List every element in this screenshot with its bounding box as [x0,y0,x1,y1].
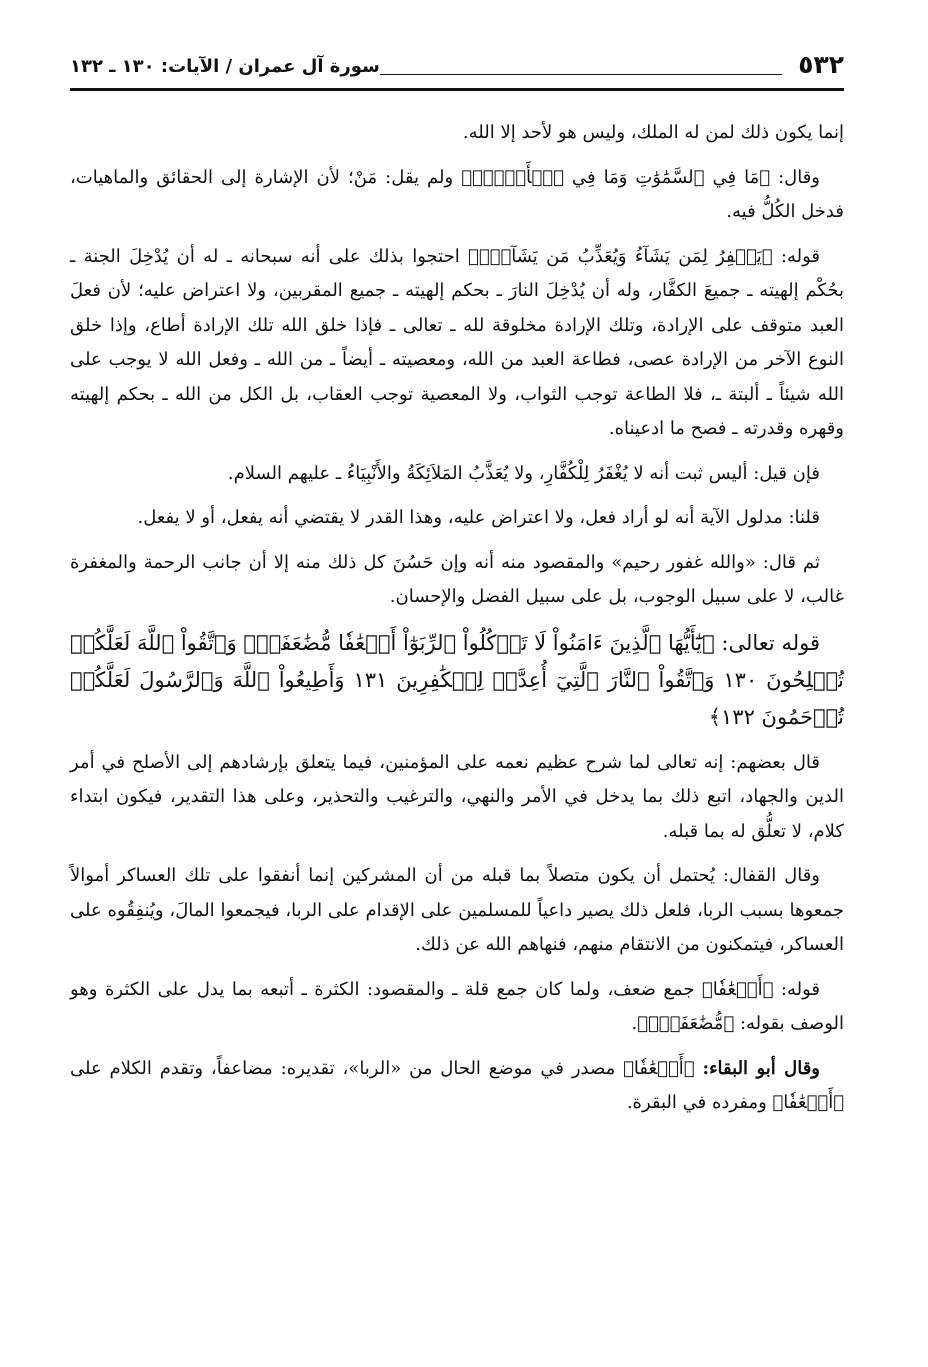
paragraph-3: قوله: ﴿يَغۡفِرُ لِمَن يَشَآءُ وَيُعَذِّبُ مَن يَشَآءُۚ﴾ احتجوا بذلك على أنه سبحانه ـ له أن يُدْخِلَ الجنة ـ بحُكْم إلهيته ـ جميعَ الكفَّار، وله أن يُدْخِلَ النارَ ـ بحكم إلهيته ـ جميع المقربين، ولا اعتراض عليه؛ لأن فعلَ العبد متوقف على الإرادة، وتلك الإرادة مخلوقة لله ـ تعالى ـ فإذا خلق الله تلك الإرادة أطاع، وإذا خلق النوع الآخر من الإرادة عصى، فطاعة العبد من الله، ومعصيته ـ أيضاً ـ من الله ـ وفعل الله لا يوجب على الله شيئاً ـ ألبتة ـ، فلا الطاعة توجب الثواب، ولا المعصية توجب العقاب، بل الكل من الله ـ بحكم إلهيته وقهره وقدرته ـ فصح ما ادعيناه. [70,245,844,439]
running-title: سورة آل عمران / الآيات: ١٣٠ ـ ١٣٢ [70,56,380,77]
page-body [70,116,844,1127]
paragraph-9: وقال القفال: يُحتمل أن يكون متصلاً بما قبله من أن المشركين إنما أنفقوا على تلك العساكر أموالاً جمعوها بسبب الربا، فلعل ذلك يصير داعياً للمسلمين على الإقدام على الربا، فيجمعوا المالَ، ويُنفِقُوه على العساكر، فيتمكنون من الانتقام منهم، فنهاهم الله عن ذلك. [70,865,844,955]
page-header [70,44,844,92]
paragraph-11 [70,1052,844,1121]
header-leader-line [380,74,782,75]
paragraph-5: قلنا: مدلول الآية أنه لو أراد فعل، ولا اعتراض عليه، وهذا القدر لا يقتضي أنه يفعل، أو لا يفعل. [137,507,820,528]
book-page [70,44,844,1344]
paragraph-1: إنما يكون ذلك لمن له الملك، وليس هو لأحد إلا الله. [462,122,844,143]
paragraph-2: وقال: ﴿مَا فِي ٱلسَّمَٰوَٰتِ وَمَا فِي ٱلۡأَرۡضِۚ﴾ ولم يقل: مَنْ؛ لأن الإشارة إلى الحقائق والماهيات، فدخل الكُلُّ فيه. [70,166,844,222]
paragraph-6: ثم قال: «والله غفور رحيم» والمقصود منه أنه وإن حَسُنَ كل ذلك منه إلا أن جانب الرحمة والمغفرة غالب، لا على سبيل الوجوب، بل على سبيل الفضل والإحسان. [70,551,844,607]
paragraph-10: قوله: ﴿أَضۡعَٰفٗا﴾ جمع ضعف، ولما كان جمع قلة ـ والمقصود: الكثرة ـ أتبعه بما يدل على الكثرة وهو الوصف بقوله: ﴿مُّضَٰعَفَةٗۖ﴾. [70,978,844,1034]
paragraph-11-text: ﴿أَضۡعَٰفٗا﴾ مصدر في موضع الحال من «الربا»، تقديره: مضاعفاً، وتقدم الكلام على ﴿أَضۡعَٰفٗا﴾ ومفرده في البقرة. [70,1057,844,1113]
paragraph-8: قال بعضهم: إنه تعالى لما شرح عظيم نعمه على المؤمنين، فيما يتعلق بإرشادهم إلى الأصلح في أمر الدين والجهاد، اتبع ذلك بما يدخل في الأمر والنهي، والترغيب والتحذير، وعلى هذا التقدير، فيكون ابتداء كلام، لا تعلُّق له بما قبله. [70,751,844,842]
page-number: ٥٣٢ [798,50,844,79]
quoted-scholar-label: وقال أبو البقاء: [702,1057,820,1079]
header-rule [70,88,844,91]
paragraph-4: فإن قيل: أليس ثبت أنه لا يُغْفَرُ لِلْكُفَّارِ، ولا يُعَذَّبُ المَلاَئِكَةُ والأَنْبِيَاءُ ـ عليهم السلام. [227,462,820,484]
verse-paragraph: قوله تعالى: ﴿يَٰٓأَيُّهَا ٱلَّذِينَ ءَامَنُواْ لَا تَأۡكُلُواْ ٱلرِّبَوٰٓاْ أَضۡعَٰفٗا مُّضَٰعَفَةٗۖ وَٱتَّقُواْ ٱللَّهَ لَعَلَّكُمۡ تُفۡلِحُونَ ١٣٠ وَٱتَّقُواْ ٱلنَّارَ ٱلَّتِيٓ أُعِدَّتۡ لِلۡكَٰفِرِينَ ١٣١ وَأَطِيعُواْ ٱللَّهَ وَٱلرَّسُولَ لَعَلَّكُمۡ تُرۡحَمُونَ ١٣٢﴾ [70,630,844,729]
